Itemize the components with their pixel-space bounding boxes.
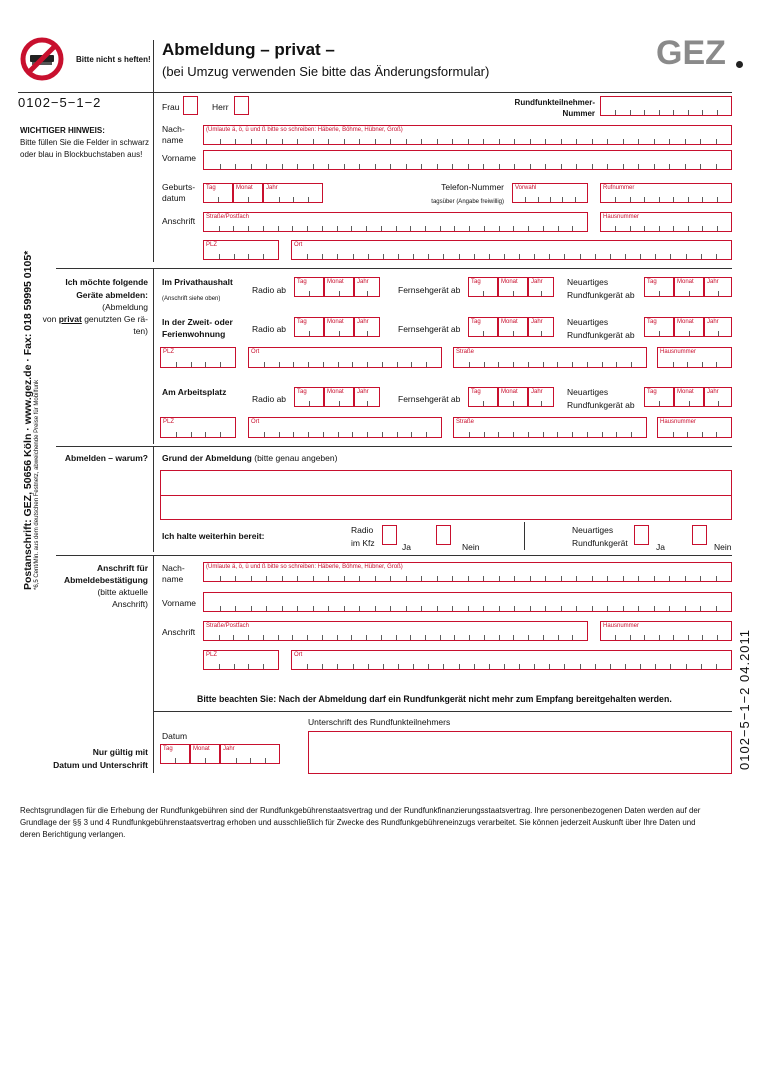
bereit-label: Ich halte weiterhin bereit: — [162, 531, 265, 541]
field-ticks — [645, 291, 673, 296]
zweit-label: In der Zweit- oder — [162, 317, 233, 327]
tag-hint: Tag — [297, 389, 307, 395]
nachname-label: name — [162, 574, 184, 584]
ort-hint: Ort — [294, 242, 303, 248]
reason-line — [161, 495, 731, 496]
nachname-label: name — [162, 135, 184, 145]
field-ticks — [292, 254, 731, 259]
birth-day-field[interactable] — [203, 183, 233, 203]
vorwahl-hint: Vorwahl — [515, 185, 537, 191]
neuartig-label: Neuartiges — [567, 277, 609, 287]
radio-kfz-label: im Kfz — [351, 538, 375, 548]
tv-day-field[interactable] — [468, 277, 498, 297]
strasse-hint: Straße — [456, 419, 475, 425]
field-ticks — [191, 758, 219, 763]
strasse-hint: Straße — [456, 349, 475, 355]
page-subtitle: (bei Umzug verwenden Sie bitte das Änderungsformular) — [162, 64, 490, 79]
field-ticks — [204, 139, 731, 144]
confirm-plz-field[interactable] — [203, 650, 279, 670]
field-ticks — [705, 401, 731, 406]
arbeit-ort-field[interactable] — [248, 417, 442, 438]
devices-note-part: genutzten Ge rä- — [81, 314, 148, 324]
monat-hint: Monat — [501, 389, 518, 395]
tv-year-field[interactable] — [528, 277, 554, 297]
field-ticks — [221, 758, 279, 763]
plz-hint: PLZ — [206, 652, 218, 658]
neuartig-label: Rundfunkgerät ab — [567, 400, 635, 410]
field-ticks — [204, 197, 232, 202]
frau-checkbox[interactable] — [183, 96, 198, 115]
field-ticks — [675, 401, 703, 406]
strasse-hint: Straße/Postfach — [206, 623, 250, 629]
no-staple-note: Bitte nicht s heften! — [76, 55, 151, 64]
side-price-note: *6,5 Cent/Min. aus dem deutschen Festnetz, abweichende Preise für Mobilfunk — [34, 379, 40, 590]
umlaut-hint: (Umlaute ä, ö, ü und ß bitte so schreiben: Häberle, Böhme, Hübner, Groß) — [206, 127, 403, 133]
birth-month-field[interactable] — [233, 183, 263, 203]
footer-legal: deren Berichtigung verlangen. — [20, 830, 126, 839]
tv-day-field[interactable] — [468, 387, 498, 407]
confirm-strasse-field[interactable] — [203, 621, 588, 641]
zweit-strasse-field[interactable] — [453, 347, 647, 368]
vorname-field[interactable] — [203, 150, 732, 170]
neu-nein-checkbox[interactable] — [692, 525, 707, 545]
column-divider — [153, 555, 154, 715]
geburtsdatum-label: Geburts- — [162, 182, 196, 192]
jahr-hint: Jahr — [531, 279, 543, 285]
jahr-hint: Jahr — [707, 279, 719, 285]
tv-month-field[interactable] — [498, 277, 528, 297]
side-address: Postanschrift: GEZ, 50656 Köln · www.gez.de · Fax: 018 59995 0105* — [22, 250, 34, 590]
field-ticks — [161, 362, 235, 367]
field-ticks — [355, 401, 379, 406]
neuartig-label: Neuartiges — [567, 317, 609, 327]
hausnummer-field[interactable] — [600, 212, 732, 232]
confirm-heading: Abmeldebestätigung — [63, 575, 148, 585]
anschrift-label: Anschrift — [162, 216, 196, 226]
field-ticks — [454, 432, 646, 437]
page-title: Abmeldung – privat – — [162, 40, 335, 59]
field-ticks — [529, 401, 553, 406]
devices-note — [20, 314, 148, 325]
tag-hint: Tag — [297, 279, 307, 285]
field-ticks — [675, 291, 703, 296]
confirm-nachname-field[interactable] — [203, 562, 732, 582]
tag-hint: Tag — [471, 279, 481, 285]
rule — [56, 268, 732, 269]
field-ticks — [469, 401, 497, 406]
reason-heading: Abmelden – warum? — [64, 453, 148, 463]
vorname-label: Vorname — [162, 598, 197, 608]
ja-label: Ja — [402, 542, 411, 552]
arbeit-label: Am Arbeitsplatz — [162, 387, 227, 397]
ja-label: Ja — [656, 542, 665, 552]
monat-hint: Monat — [236, 185, 253, 191]
neu-month-field[interactable] — [674, 277, 704, 297]
radio-year-field[interactable] — [354, 317, 380, 337]
tag-hint: Tag — [206, 185, 216, 191]
monat-hint: Monat — [193, 746, 210, 752]
field-ticks — [645, 401, 673, 406]
field-ticks — [469, 331, 497, 336]
notice-title: WICHTIGER HINWEIS: — [20, 126, 105, 135]
strasse-field[interactable] — [203, 212, 588, 232]
monat-hint: Monat — [677, 319, 694, 325]
field-ticks — [249, 432, 441, 437]
jahr-hint: Jahr — [707, 319, 719, 325]
devices-note-privat: privat — [58, 314, 82, 324]
field-ticks — [295, 331, 323, 336]
confirm-vorname-field[interactable] — [203, 592, 732, 612]
field-ticks — [325, 291, 353, 296]
sign-year-field[interactable] — [220, 744, 280, 764]
radio-nein-checkbox[interactable] — [436, 525, 451, 545]
rufnummer-hint: Rufnummer — [603, 185, 635, 191]
field-ticks — [204, 226, 587, 231]
footer-legal: Grundlage der §§ 3 und 4 Rundfunkgebührenstaatsvertrag erhoben und ausschließlich für Zwecke des Rundfunkgebühreneinzugs verarbeitet. Sie können jederzeit Auskunft über Ihre Daten und — [20, 818, 696, 827]
confirm-heading: Anschrift für — [97, 563, 148, 573]
column-divider — [153, 711, 154, 773]
neuartig-label: Neuartiges — [567, 387, 609, 397]
rufnummer-field[interactable] — [600, 183, 732, 203]
arbeit-strasse-field[interactable] — [453, 417, 647, 438]
tag-hint: Tag — [471, 389, 481, 395]
field-ticks — [454, 362, 646, 367]
field-ticks — [292, 664, 731, 669]
rule — [18, 92, 732, 93]
footer-legal: Rechtsgrundlagen für die Erhebung der Rundfunkgebühren sind der Rundfunkgebührenstaatsvertrag und der Rundfunkfinanzierungsstaatsvertrag. Ihre personenbezogenen Daten werden auf der — [20, 806, 701, 815]
field-ticks — [325, 331, 353, 336]
devices-heading: Ich möchte folgende — [65, 277, 148, 287]
field-ticks — [204, 576, 731, 581]
devices-note-part: von — [42, 314, 59, 324]
jahr-hint: Jahr — [357, 319, 369, 325]
telefon-hint: tagsüber (Angabe freiwillig) — [431, 199, 504, 205]
neu-day-field[interactable] — [644, 317, 674, 337]
plz-field[interactable] — [203, 240, 279, 260]
field-ticks — [295, 401, 323, 406]
neuartig-label: Rundfunkgerät ab — [567, 290, 635, 300]
tag-hint: Tag — [297, 319, 307, 325]
tv-day-field[interactable] — [468, 317, 498, 337]
sign-month-field[interactable] — [190, 744, 220, 764]
field-ticks — [601, 197, 731, 202]
neu-day-field[interactable] — [644, 277, 674, 297]
field-ticks — [204, 664, 278, 669]
jahr-hint: Jahr — [357, 389, 369, 395]
signature-label: Unterschrift des Rundfunkteilnehmers — [308, 717, 451, 727]
field-ticks — [513, 197, 587, 202]
fernseh-ab-label: Fernsehgerät ab — [398, 394, 461, 404]
anschrift-label: Anschrift — [162, 627, 196, 637]
vorwahl-field[interactable] — [512, 183, 588, 203]
plz-hint: PLZ — [163, 349, 175, 355]
telefon-label: Telefon-Nummer — [441, 182, 504, 192]
field-ticks — [295, 291, 323, 296]
zweit-ort-field[interactable] — [248, 347, 442, 368]
hausnummer-hint: Hausnummer — [660, 349, 697, 355]
plz-hint: PLZ — [163, 419, 175, 425]
ort-hint: Ort — [294, 652, 303, 658]
form-code: 0102−5−1−2 — [18, 95, 102, 110]
monat-hint: Monat — [501, 319, 518, 325]
neuartig-kfz-label: Neuartiges — [572, 525, 614, 535]
radio-day-field[interactable] — [294, 277, 324, 297]
confirm-note: (bitte aktuelle — [97, 587, 148, 597]
tv-month-field[interactable] — [498, 387, 528, 407]
herr-label: Herr — [212, 102, 229, 112]
tag-hint: Tag — [647, 279, 657, 285]
reason-title — [162, 453, 337, 464]
nachname-label: Nach- — [162, 563, 185, 573]
hausnummer-hint: Hausnummer — [603, 623, 640, 629]
devices-heading: Geräte abmelden: — [76, 290, 148, 300]
monat-hint: Monat — [501, 279, 518, 285]
tag-hint: Tag — [471, 319, 481, 325]
field-ticks — [161, 432, 235, 437]
nachname-label: Nach- — [162, 124, 185, 134]
confirm-hausnummer-field[interactable] — [600, 621, 732, 641]
jahr-hint: Jahr — [531, 389, 543, 395]
column-divider — [153, 268, 154, 444]
umlaut-hint: (Umlaute ä, ö, ü und ß bitte so schreiben: Häberle, Böhme, Hübner, Groß) — [206, 564, 403, 570]
arbeit-plz-field[interactable] — [160, 417, 236, 438]
field-ticks — [705, 291, 731, 296]
field-ticks — [499, 331, 527, 336]
field-ticks — [658, 362, 731, 367]
reason-field[interactable] — [160, 470, 732, 520]
radio-year-field[interactable] — [354, 277, 380, 297]
zweit-label: Ferienwohnung — [162, 329, 226, 339]
warning-notice: Bitte beachten Sie: Nach der Abmeldung darf ein Rundfunkgerät nicht mehr zum Empfang bereitgehalten werden. — [197, 694, 672, 704]
confirm-ort-field[interactable] — [291, 650, 732, 670]
monat-hint: Monat — [327, 389, 344, 395]
radio-kfz-label: Radio — [351, 525, 374, 535]
radio-day-field[interactable] — [294, 387, 324, 407]
field-ticks — [675, 331, 703, 336]
field-ticks — [204, 635, 587, 640]
nachname-field[interactable] — [203, 125, 732, 145]
nein-label: Nein — [462, 542, 480, 552]
zweit-plz-field[interactable] — [160, 347, 236, 368]
hausnummer-hint: Hausnummer — [603, 214, 640, 220]
column-divider — [153, 446, 154, 552]
nein-label: Nein — [714, 542, 732, 552]
monat-hint: Monat — [677, 389, 694, 395]
jahr-hint: Jahr — [707, 389, 719, 395]
geburtsdatum-label: datum — [162, 193, 186, 203]
teilnehmer-label: Rundfunkteilnehmer- — [514, 98, 595, 107]
neu-year-field[interactable] — [704, 387, 732, 407]
column-divider — [153, 92, 154, 262]
radio-day-field[interactable] — [294, 317, 324, 337]
neuartig-kfz-label: Rundfunkgerät — [572, 538, 628, 548]
field-ticks — [469, 291, 497, 296]
herr-checkbox[interactable] — [234, 96, 249, 115]
notice-line: Bitte füllen Sie die Felder in schwarz — [20, 138, 149, 147]
jahr-hint: Jahr — [266, 185, 278, 191]
fernseh-ab-label: Fernsehgerät ab — [398, 285, 461, 295]
ort-field[interactable] — [291, 240, 732, 260]
monat-hint: Monat — [327, 279, 344, 285]
neu-year-field[interactable] — [704, 317, 732, 337]
monat-hint: Monat — [327, 319, 344, 325]
neuartig-label: Rundfunkgerät ab — [567, 330, 635, 340]
radio-month-field[interactable] — [324, 277, 354, 297]
arbeit-hausnummer-field[interactable] — [657, 417, 732, 438]
privat-label: Im Privathaushalt — [162, 277, 233, 287]
jahr-hint: Jahr — [531, 319, 543, 325]
field-ticks — [705, 331, 731, 336]
confirm-note: Anschrift) — [112, 599, 148, 609]
logo-dot — [736, 61, 743, 68]
radio-month-field[interactable] — [324, 387, 354, 407]
tv-year-field[interactable] — [528, 317, 554, 337]
neu-ja-checkbox[interactable] — [634, 525, 649, 545]
jahr-hint: Jahr — [357, 279, 369, 285]
tv-year-field[interactable] — [528, 387, 554, 407]
header-divider — [153, 40, 154, 92]
zweit-hausnummer-field[interactable] — [657, 347, 732, 368]
datum-label: Datum — [162, 731, 188, 741]
field-ticks — [529, 331, 553, 336]
radio-ab-label: Radio ab — [252, 324, 287, 334]
gez-logo: GEZ — [656, 34, 726, 72]
reason-title-hint: (bitte genau angeben) — [251, 453, 338, 463]
rule — [56, 446, 732, 447]
field-ticks — [264, 197, 322, 202]
rule — [56, 555, 732, 556]
field-ticks — [204, 606, 731, 611]
fernseh-ab-label: Fernsehgerät ab — [398, 324, 461, 334]
field-ticks — [529, 291, 553, 296]
radio-ja-checkbox[interactable] — [382, 525, 397, 545]
plz-hint: PLZ — [206, 242, 218, 248]
devices-note: ten) — [133, 326, 148, 336]
ort-hint: Ort — [251, 349, 260, 355]
jahr-hint: Jahr — [223, 746, 235, 752]
field-ticks — [161, 758, 189, 763]
field-ticks — [325, 401, 353, 406]
field-ticks — [601, 226, 731, 231]
rule — [153, 711, 732, 712]
neu-year-field[interactable] — [704, 277, 732, 297]
field-ticks — [234, 197, 262, 202]
hausnummer-hint: Hausnummer — [660, 419, 697, 425]
field-ticks — [645, 331, 673, 336]
radio-month-field[interactable] — [324, 317, 354, 337]
neu-month-field[interactable] — [674, 317, 704, 337]
devices-note: (Abmeldung — [102, 302, 148, 312]
tv-month-field[interactable] — [498, 317, 528, 337]
ort-hint: Ort — [251, 419, 260, 425]
tag-hint: Tag — [647, 389, 657, 395]
no-staple-icon — [20, 37, 64, 81]
reason-title-bold: Grund der Abmeldung — [162, 453, 252, 463]
field-ticks — [204, 254, 278, 259]
teilnehmer-number-field[interactable] — [600, 96, 732, 116]
signature-field[interactable] — [308, 731, 732, 774]
radio-ab-label: Radio ab — [252, 394, 287, 404]
field-ticks — [249, 362, 441, 367]
side-form-code: 0102−5−1−2 04.2011 — [737, 628, 752, 770]
frau-label: Frau — [162, 102, 180, 112]
field-ticks — [499, 291, 527, 296]
strasse-hint: Straße/Postfach — [206, 214, 250, 220]
teilnehmer-label: Nummer — [562, 109, 595, 118]
field-ticks — [499, 401, 527, 406]
field-ticks — [601, 635, 731, 640]
sign-day-field[interactable] — [160, 744, 190, 764]
privat-hint: (Anschrift siehe oben) — [162, 296, 221, 302]
radio-ab-label: Radio ab — [252, 285, 287, 295]
field-ticks — [658, 432, 731, 437]
field-ticks — [355, 331, 379, 336]
tag-hint: Tag — [647, 319, 657, 325]
vorname-label: Vorname — [162, 153, 197, 163]
notice-line: oder blau in Blockbuchstaben aus! — [20, 150, 143, 159]
field-ticks — [355, 291, 379, 296]
tag-hint: Tag — [163, 746, 173, 752]
validity-note: Nur gültig mit — [92, 747, 148, 757]
radio-year-field[interactable] — [354, 387, 380, 407]
field-ticks — [601, 110, 731, 115]
column-divider — [524, 522, 525, 550]
birth-year-field[interactable] — [263, 183, 323, 203]
field-ticks — [204, 164, 731, 169]
neu-day-field[interactable] — [644, 387, 674, 407]
neu-month-field[interactable] — [674, 387, 704, 407]
monat-hint: Monat — [677, 279, 694, 285]
validity-note: Datum und Unterschrift — [53, 760, 148, 770]
